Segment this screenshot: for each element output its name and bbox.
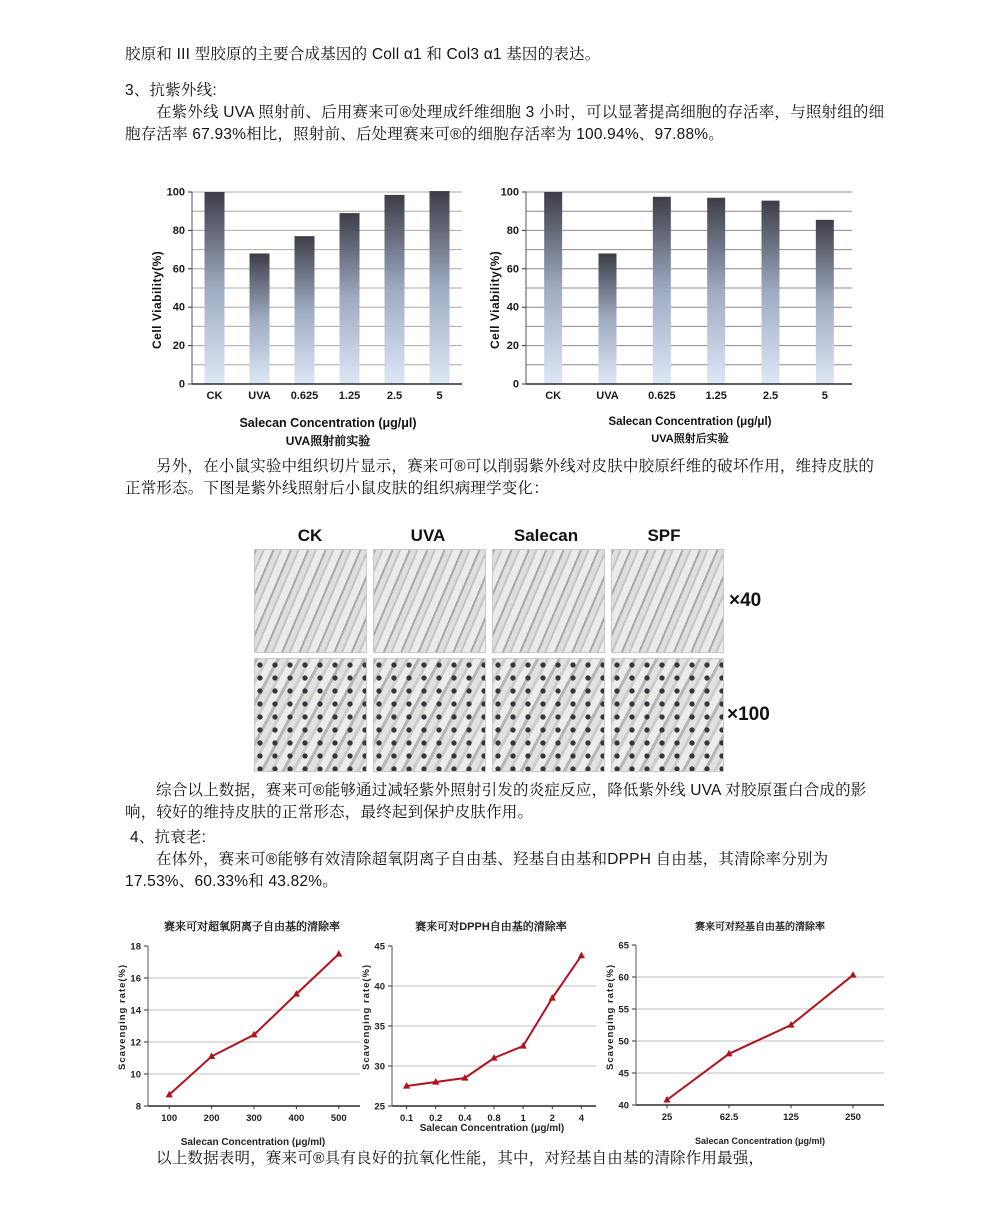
- svg-text:10: 10: [130, 1069, 141, 1081]
- svg-text:62.5: 62.5: [719, 1112, 739, 1123]
- svg-text:20: 20: [172, 340, 185, 353]
- svg-text:400: 400: [288, 1113, 305, 1124]
- superoxide-x-axis-label: Salecan Concentration (μg/ml): [180, 1137, 326, 1148]
- histology-image-uva-40x: [373, 549, 486, 653]
- svg-text:0.625: 0.625: [648, 390, 676, 402]
- section3-paragraph-1: 在紫外线 UVA 照射前、后用赛来可®处理成纤维细胞 3 小时，可以显著提高细胞的存活率，与照射组的细胞存活率 67.93%相比，照射前、后处理赛来可®的细胞存活率为 100.94%、97.88%。: [125, 104, 885, 143]
- svg-text:80: 80: [172, 224, 185, 237]
- svg-text:100: 100: [500, 186, 519, 199]
- svg-text:300: 300: [246, 1113, 262, 1124]
- svg-text:60: 60: [172, 263, 185, 276]
- line-chart-dpph: [362, 918, 606, 1134]
- histology-column-headers: [254, 526, 724, 546]
- svg-text:8: 8: [135, 1101, 141, 1113]
- svg-text:5: 5: [821, 390, 828, 402]
- histology-col-salecan: Salecan: [513, 526, 579, 545]
- pre-uva-subtitle: UVA照射前实验: [285, 434, 371, 448]
- svg-text:0: 0: [178, 378, 185, 391]
- svg-text:0.8: 0.8: [487, 1113, 501, 1124]
- svg-text:40: 40: [172, 301, 185, 314]
- svg-text:0: 0: [512, 378, 519, 391]
- svg-text:0.4: 0.4: [458, 1113, 472, 1124]
- pre-uva-x-axis-label: Salecan Concentration (μg/μl): [239, 416, 417, 430]
- pre-uva-bar-plot: [138, 184, 476, 410]
- svg-text:40: 40: [506, 301, 519, 314]
- svg-text:0.625: 0.625: [290, 390, 319, 402]
- svg-text:60: 60: [506, 263, 519, 276]
- hydroxyl-chart-title: 赛来可对羟基自由基的清除率: [695, 922, 825, 933]
- svg-text:2.5: 2.5: [386, 390, 403, 402]
- svg-text:50: 50: [618, 1036, 629, 1048]
- svg-text:100: 100: [161, 1113, 178, 1124]
- svg-text:500: 500: [330, 1113, 347, 1124]
- svg-text:CK: CK: [545, 390, 562, 402]
- line-chart-superoxide: [118, 918, 372, 1148]
- section3-paragraph-2: 另外，在小鼠实验中组织切片显示，赛来可®可以削弱紫外线对皮肤中胶原纤维的破坏作用，维持皮肤的正常形态。下图是紫外线照射后小鼠皮肤的组织病理学变化：: [125, 458, 875, 497]
- bar-chart-post-uva: [488, 184, 864, 446]
- histology-row-100x: [254, 658, 724, 772]
- svg-text:0.1: 0.1: [399, 1113, 414, 1124]
- histology-image-uva-100x: [373, 658, 486, 772]
- hydroxyl-y-axis-label: Scavenging rate(%): [605, 963, 616, 1070]
- svg-text:125: 125: [783, 1112, 799, 1123]
- svg-text:2.5: 2.5: [762, 390, 779, 402]
- section4-paragraph-1: 在体外，赛来可®能够有效清除超氧阴离子自由基、羟基自由基和DPPH 自由基，其清除率分别为 17.53%、60.33%和 43.82%。: [125, 851, 829, 890]
- svg-text:1: 1: [520, 1113, 526, 1124]
- svg-text:250: 250: [845, 1112, 861, 1123]
- histology-image-spf-100x: [611, 658, 724, 772]
- histology-image-salecan-100x: [492, 658, 605, 772]
- svg-text:65: 65: [618, 940, 629, 952]
- dpph-line-plot: [362, 938, 604, 1132]
- svg-text:35: 35: [374, 1021, 385, 1033]
- post-uva-bar-plot: [488, 184, 862, 410]
- svg-text:14: 14: [130, 1005, 141, 1017]
- pre-uva-y-axis-label: Cell Viability(%): [150, 250, 164, 349]
- svg-text:100: 100: [166, 186, 185, 199]
- svg-text:1.25: 1.25: [705, 390, 727, 402]
- svg-text:UVA: UVA: [596, 390, 619, 402]
- svg-text:200: 200: [203, 1113, 220, 1124]
- svg-text:4: 4: [578, 1113, 585, 1124]
- section4-heading: 4、抗衰老:: [130, 829, 207, 846]
- svg-text:55: 55: [618, 1004, 629, 1016]
- paragraph-collagen-genes: 胶原和 III 型胶原的主要合成基因的 Coll α1 和 Col3 α1 基因的表达。: [125, 46, 601, 63]
- histology-col-spf: SPF: [647, 526, 681, 545]
- post-uva-subtitle: UVA照射后实验: [651, 433, 729, 445]
- svg-text:16: 16: [130, 973, 141, 985]
- hydroxyl-x-axis-label: Salecan Concentration (μg/ml): [694, 1136, 826, 1146]
- svg-text:40: 40: [374, 981, 385, 993]
- post-uva-x-axis-label: Salecan Concentration (μg/μl): [608, 416, 772, 428]
- svg-text:60: 60: [618, 972, 629, 984]
- svg-text:2: 2: [549, 1113, 555, 1124]
- svg-text:1.25: 1.25: [338, 390, 361, 402]
- section3-heading: 3、抗紫外线:: [125, 82, 217, 99]
- closing-paragraph: 以上数据表明，赛来可®具有良好的抗氧化性能，其中，对羟基自由基的清除作用最强，: [156, 1150, 765, 1167]
- histology-col-ck: CK: [297, 526, 323, 545]
- svg-text:5: 5: [436, 390, 443, 402]
- bar-chart-pre-uva: [138, 184, 478, 449]
- svg-text:12: 12: [130, 1037, 141, 1049]
- svg-text:25: 25: [374, 1101, 385, 1113]
- section3-paragraph-3: 综合以上数据，赛来可®能够通过减轻紫外照射引发的炎症反应，降低紫外线 UVA 对胶原蛋白合成的影响，较好的维持皮肤的正常形态，最终起到保护皮肤作用。: [125, 782, 867, 821]
- dpph-x-axis-label: Salecan Concentration (μg/ml): [419, 1123, 565, 1134]
- dpph-chart-title: 赛来可对DPPH自由基的清除率: [415, 921, 567, 933]
- histology-panel: [254, 526, 724, 777]
- superoxide-line-plot: [118, 938, 370, 1132]
- magnification-40x-label: ×40: [729, 590, 762, 611]
- superoxide-y-axis-label: Scavenging rate(%): [117, 963, 128, 1070]
- svg-text:UVA: UVA: [248, 390, 271, 402]
- svg-text:30: 30: [374, 1061, 385, 1073]
- svg-text:18: 18: [130, 941, 141, 953]
- hydroxyl-line-plot: [602, 937, 896, 1131]
- post-uva-y-axis-label: Cell Viability(%): [488, 250, 502, 349]
- histology-image-ck-100x: [254, 658, 367, 772]
- svg-text:25: 25: [661, 1112, 673, 1123]
- line-chart-hydroxyl: [602, 918, 898, 1146]
- svg-text:0.2: 0.2: [429, 1113, 443, 1124]
- svg-text:80: 80: [506, 224, 519, 237]
- superoxide-chart-title: 赛来可对超氧阴离子自由基的清除率: [164, 921, 340, 933]
- histology-image-ck-40x: [254, 549, 367, 653]
- dpph-y-axis-label: Scavenging rate(%): [361, 963, 372, 1070]
- histology-image-salecan-40x: [492, 549, 605, 653]
- svg-text:CK: CK: [206, 390, 223, 402]
- svg-text:20: 20: [506, 340, 519, 353]
- svg-text:40: 40: [618, 1100, 629, 1112]
- svg-text:45: 45: [374, 941, 385, 953]
- svg-text:45: 45: [618, 1068, 629, 1080]
- magnification-100x-label: ×100: [727, 704, 770, 725]
- histology-image-spf-40x: [611, 549, 724, 653]
- histology-col-uva: UVA: [410, 526, 446, 545]
- histology-row-40x: [254, 549, 724, 653]
